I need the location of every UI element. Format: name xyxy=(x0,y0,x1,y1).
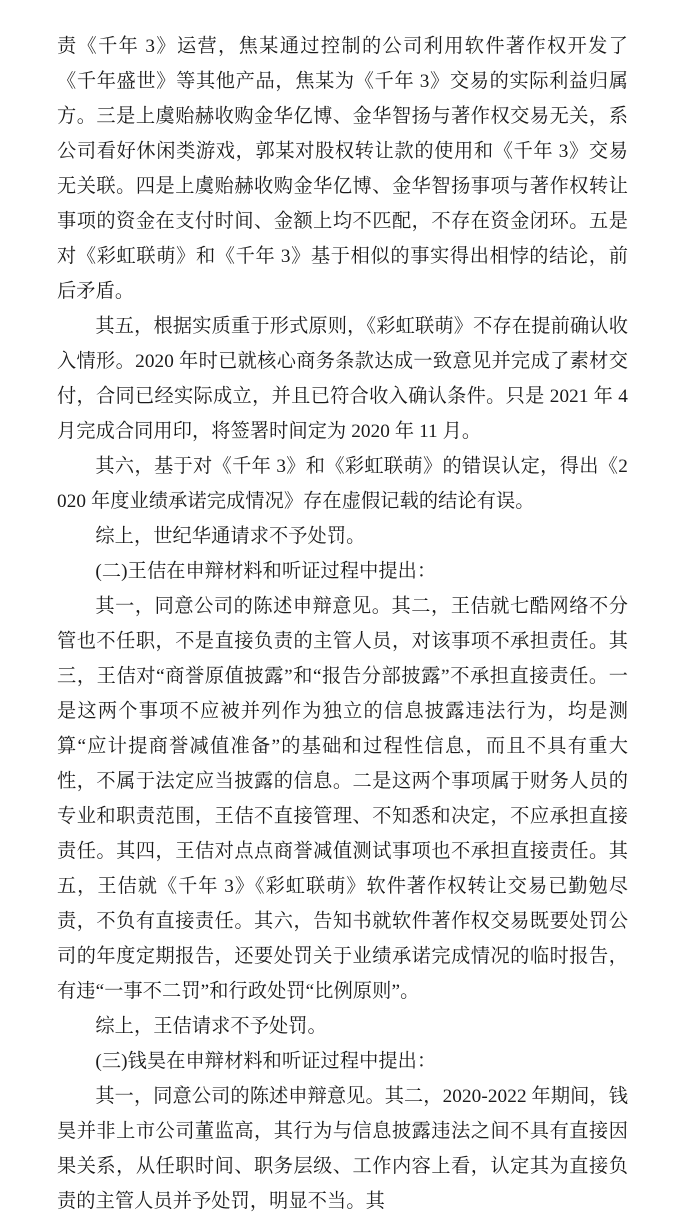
paragraph-continuation: 责《千年 3》运营，焦某通过控制的公司利用软件著作权开发了《千年盛世》等其他产品，焦某为《千年 3》交易的实际利益归属方。三是上虞贻赫收购金华亿博、金华智扬与著作权交易无关，系公司看好休闲类游戏，郭某对股权转让款的使用和《千年 3》交易无关联。四是上虞贻赫收购金华亿博、金华智扬事项与著作权转让事项的资金在支付时间、金额上均不匹配，不存在资金闭环。五是对《彩虹联萌》和《千年 3》基于相似的事实得出相悖的结论，前后矛盾。 xyxy=(57,36,628,302)
paragraph-qianhao-arguments: 其一，同意公司的陈述申辩意见。其二，2020-2022 年期间，钱昊并非上市公司董监高，其行为与信息披露违法之间不具有直接因果关系，从任职时间、职务层级、工作内容上看，认定其为直接负责的主管人员并予处罚，明显不当。其 xyxy=(57,1086,628,1212)
paragraph-qi-liu: 其六，基于对《千年 3》和《彩虹联萌》的错误认定，得出《2020 年度业绩承诺完成情况》存在虚假记载的结论有误。 xyxy=(57,456,628,512)
paragraph-summary-wangji: 综上，王佶请求不予处罚。 xyxy=(95,1016,327,1037)
document-body xyxy=(57,29,628,1219)
paragraph-wangji-arguments: 其一，同意公司的陈述申辩意见。其二，王佶就七酷网络不分管也不任职，不是直接负责的主管人员，对该事项不承担责任。其三，王佶对“商誉原值披露”和“报告分部披露”不承担直接责任。一是这两个事项不应被并列作为独立的信息披露违法行为，均是测算“应计提商誉减值准备”的基础和过程性信息，而且不具有重大性，不属于法定应当披露的信息。二是这两个事项属于财务人员的专业和职责范围，王佶不直接管理、不知悉和决定，不应承担直接责任。其四，王佶对点点商誉减值测试事项也不承担直接责任。其五，王佶就《千年 3》《彩虹联萌》软件著作权转让交易已勤勉尽责，不负有直接责任。其六，告知书就软件著作权交易既要处罚公司的年度定期报告，还要处罚关于业绩承诺完成情况的临时报告，有违“一事不二罚”和行政处罚“比例原则”。 xyxy=(57,596,628,1002)
paragraph-summary-shijihuatong: 综上，世纪华通请求不予处罚。 xyxy=(95,526,366,547)
paragraph-section-heading-two: (二)王佶在申辩材料和听证过程中提出： xyxy=(95,561,437,582)
paragraph-qi-wu: 其五，根据实质重于形式原则，《彩虹联萌》不存在提前确认收入情形。2020 年时已就核心商务条款达成一致意见并完成了素材交付，合同已经实际成立，并且已符合收入确认条件。只是 2021 年 4 月完成合同用印，将签署时间定为 2020 年 11 月。 xyxy=(57,316,628,442)
paragraph-section-heading-three: (三)钱昊在申辩材料和听证过程中提出： xyxy=(95,1051,437,1072)
